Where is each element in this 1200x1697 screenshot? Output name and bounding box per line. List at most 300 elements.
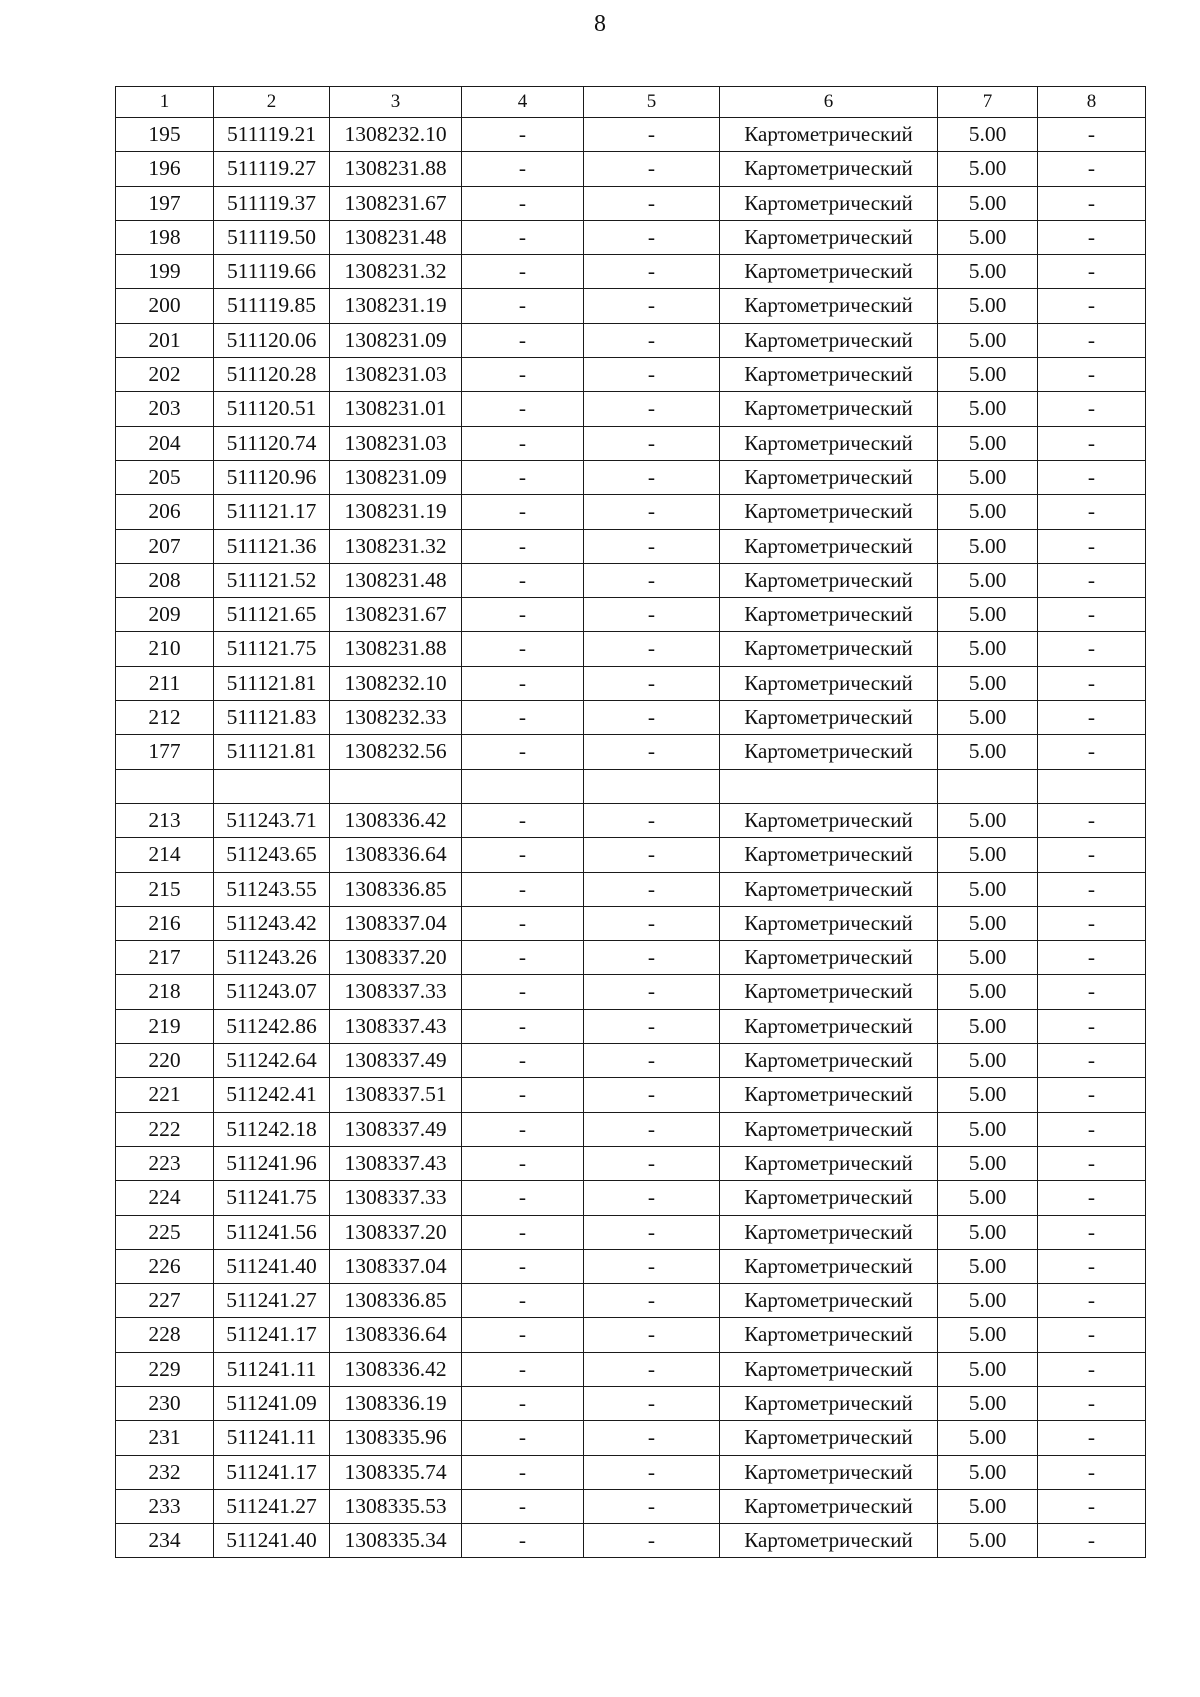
col5-cell: - [584,975,720,1009]
x-coordinate-cell: 511121.81 [214,735,330,769]
y-coordinate-cell: 1308337.43 [330,1009,462,1043]
method-cell: Картометрический [720,1421,938,1455]
method-cell: Картометрический [720,632,938,666]
col4-cell: - [462,426,584,460]
col4-cell: - [462,735,584,769]
col5-cell: - [584,1009,720,1043]
col5-cell: - [584,1044,720,1078]
col8-cell: - [1038,1421,1146,1455]
table-row [116,1112,1146,1146]
method-cell: Картометрический [720,941,938,975]
y-coordinate-cell: 1308231.03 [330,358,462,392]
x-coordinate-cell: 511243.71 [214,803,330,837]
method-cell: Картометрический [720,1078,938,1112]
x-coordinate-cell: 511120.96 [214,460,330,494]
y-coordinate-cell: 1308231.67 [330,598,462,632]
method-cell: Картометрический [720,426,938,460]
col4-cell: - [462,1455,584,1489]
col5-cell: - [584,426,720,460]
x-coordinate-cell: 511120.06 [214,323,330,357]
table-row [116,906,1146,940]
table-row [116,872,1146,906]
y-coordinate-cell: 1308337.04 [330,906,462,940]
accuracy-cell: 5.00 [938,1489,1038,1523]
col5-cell: - [584,1318,720,1352]
method-cell: Картометрический [720,838,938,872]
point-number-cell: 230 [116,1386,214,1420]
table-row [116,803,1146,837]
table-row [116,289,1146,323]
point-number-cell: 205 [116,460,214,494]
x-coordinate-cell: 511241.17 [214,1455,330,1489]
col8-cell: - [1038,1386,1146,1420]
method-cell: Картометрический [720,1386,938,1420]
method-cell: Картометрический [720,975,938,1009]
y-coordinate-cell: 1308231.67 [330,186,462,220]
y-coordinate-cell: 1308231.32 [330,255,462,289]
col5-cell: - [584,666,720,700]
accuracy-cell: 5.00 [938,495,1038,529]
y-coordinate-cell: 1308232.10 [330,666,462,700]
col4-cell: - [462,220,584,254]
y-coordinate-cell: 1308337.20 [330,1215,462,1249]
method-cell: Картометрический [720,529,938,563]
point-number-cell: 233 [116,1489,214,1523]
header-cell-7: 7 [938,87,1038,118]
point-number-cell: 210 [116,632,214,666]
point-number-cell: 203 [116,392,214,426]
accuracy-cell: 5.00 [938,220,1038,254]
x-coordinate-cell: 511119.21 [214,118,330,152]
y-coordinate-cell: 1308337.49 [330,1112,462,1146]
page-number: 8 [594,11,606,37]
y-coordinate-cell: 1308336.64 [330,838,462,872]
y-coordinate-cell: 1308335.34 [330,1524,462,1558]
table-row [116,426,1146,460]
x-coordinate-cell: 511120.51 [214,392,330,426]
col5-cell: - [584,1249,720,1283]
point-number-cell: 197 [116,186,214,220]
accuracy-cell: 5.00 [938,838,1038,872]
accuracy-cell: 5.00 [938,1352,1038,1386]
col4-cell: - [462,255,584,289]
x-coordinate-cell: 511243.65 [214,838,330,872]
point-number-cell: 204 [116,426,214,460]
point-number-cell: 219 [116,1009,214,1043]
col5-cell: - [584,1112,720,1146]
col4-cell: - [462,529,584,563]
col5-cell: - [584,872,720,906]
table-row [116,1215,1146,1249]
header-cell-6: 6 [720,87,938,118]
col8-cell: - [1038,1078,1146,1112]
method-cell: Картометрический [720,152,938,186]
col5-cell: - [584,1455,720,1489]
col8-cell: - [1038,666,1146,700]
point-number-cell: 215 [116,872,214,906]
method-cell: Картометрический [720,220,938,254]
col5-cell: - [584,803,720,837]
col8-cell: - [1038,392,1146,426]
method-cell: Картометрический [720,118,938,152]
col5-cell: - [584,118,720,152]
accuracy-cell: 5.00 [938,1009,1038,1043]
accuracy-cell: 5.00 [938,529,1038,563]
method-cell: Картометрический [720,1524,938,1558]
col5-cell: - [584,358,720,392]
table-row [116,838,1146,872]
col8-cell: - [1038,1009,1146,1043]
col8-cell: - [1038,1146,1146,1180]
header-cell-1: 1 [116,87,214,118]
point-number-cell: 225 [116,1215,214,1249]
method-cell: Картометрический [720,1215,938,1249]
x-coordinate-cell [214,769,330,803]
point-number-cell: 234 [116,1524,214,1558]
x-coordinate-cell: 511241.40 [214,1249,330,1283]
col4-cell: - [462,632,584,666]
col8-cell: - [1038,1318,1146,1352]
table-row [116,392,1146,426]
table-row [116,1249,1146,1283]
y-coordinate-cell: 1308336.42 [330,803,462,837]
y-coordinate-cell: 1308231.32 [330,529,462,563]
method-cell: Картометрический [720,358,938,392]
col8-cell: - [1038,495,1146,529]
method-cell: Картометрический [720,563,938,597]
accuracy-cell: 5.00 [938,426,1038,460]
y-coordinate-cell: 1308337.04 [330,1249,462,1283]
x-coordinate-cell: 511121.36 [214,529,330,563]
col4-cell: - [462,975,584,1009]
col4-cell: - [462,1524,584,1558]
table-row [116,460,1146,494]
x-coordinate-cell: 511241.11 [214,1421,330,1455]
col4-cell: - [462,323,584,357]
accuracy-cell: 5.00 [938,941,1038,975]
method-cell: Картометрический [720,1489,938,1523]
method-cell: Картометрический [720,289,938,323]
col4-cell: - [462,803,584,837]
col5-cell: - [584,220,720,254]
col5-cell: - [584,323,720,357]
point-number-cell: 199 [116,255,214,289]
point-number-cell: 207 [116,529,214,563]
col5-cell: - [584,1524,720,1558]
col4-cell: - [462,872,584,906]
accuracy-cell: 5.00 [938,118,1038,152]
coordinates-table [115,86,1146,1558]
accuracy-cell: 5.00 [938,1044,1038,1078]
point-number-cell: 196 [116,152,214,186]
col5-cell: - [584,838,720,872]
method-cell: Картометрический [720,666,938,700]
col4-cell: - [462,1284,584,1318]
accuracy-cell [938,769,1038,803]
accuracy-cell: 5.00 [938,906,1038,940]
point-number-cell: 218 [116,975,214,1009]
col4-cell: - [462,1249,584,1283]
col8-cell: - [1038,118,1146,152]
col5-cell: - [584,906,720,940]
y-coordinate-cell: 1308231.48 [330,220,462,254]
accuracy-cell: 5.00 [938,1284,1038,1318]
accuracy-cell: 5.00 [938,1146,1038,1180]
y-coordinate-cell: 1308231.88 [330,152,462,186]
method-cell: Картометрический [720,495,938,529]
method-cell: Картометрический [720,1112,938,1146]
point-number-cell: 211 [116,666,214,700]
accuracy-cell: 5.00 [938,460,1038,494]
col8-cell: - [1038,1489,1146,1523]
col5-cell: - [584,460,720,494]
y-coordinate-cell: 1308337.51 [330,1078,462,1112]
x-coordinate-cell: 511243.07 [214,975,330,1009]
x-coordinate-cell: 511241.11 [214,1352,330,1386]
header-cell-8: 8 [1038,87,1146,118]
col8-cell: - [1038,803,1146,837]
table-row [116,358,1146,392]
method-cell: Картометрический [720,1146,938,1180]
x-coordinate-cell: 511119.27 [214,152,330,186]
col4-cell: - [462,701,584,735]
method-cell: Картометрический [720,392,938,426]
col4-cell: - [462,1215,584,1249]
x-coordinate-cell: 511243.42 [214,906,330,940]
col8-cell: - [1038,701,1146,735]
point-number-cell: 200 [116,289,214,323]
accuracy-cell: 5.00 [938,632,1038,666]
y-coordinate-cell: 1308336.85 [330,872,462,906]
col4-cell: - [462,1009,584,1043]
y-coordinate-cell: 1308231.09 [330,460,462,494]
accuracy-cell: 5.00 [938,255,1038,289]
col5-cell: - [584,1386,720,1420]
method-cell: Картометрический [720,323,938,357]
x-coordinate-cell: 511120.74 [214,426,330,460]
method-cell: Картометрический [720,186,938,220]
col8-cell: - [1038,1249,1146,1283]
method-cell: Картометрический [720,735,938,769]
table-row [116,220,1146,254]
point-number-cell: 217 [116,941,214,975]
col4-cell: - [462,598,584,632]
y-coordinate-cell: 1308335.53 [330,1489,462,1523]
y-coordinate-cell: 1308232.10 [330,118,462,152]
table-row [116,152,1146,186]
x-coordinate-cell: 511241.17 [214,1318,330,1352]
x-coordinate-cell: 511242.86 [214,1009,330,1043]
accuracy-cell: 5.00 [938,735,1038,769]
col8-cell: - [1038,255,1146,289]
x-coordinate-cell: 511121.81 [214,666,330,700]
header-cell-4: 4 [462,87,584,118]
point-number-cell: 228 [116,1318,214,1352]
accuracy-cell: 5.00 [938,1112,1038,1146]
table-header-row [116,87,1146,118]
accuracy-cell: 5.00 [938,803,1038,837]
header-cell-2: 2 [214,87,330,118]
y-coordinate-cell: 1308337.33 [330,975,462,1009]
table-row [116,632,1146,666]
accuracy-cell: 5.00 [938,1215,1038,1249]
x-coordinate-cell: 511243.26 [214,941,330,975]
point-number-cell: 209 [116,598,214,632]
col8-cell: - [1038,152,1146,186]
col8-cell: - [1038,1352,1146,1386]
col4-cell: - [462,152,584,186]
col8-cell: - [1038,872,1146,906]
col4-cell: - [462,186,584,220]
col4-cell: - [462,1489,584,1523]
table-row [116,1146,1146,1180]
y-coordinate-cell: 1308336.42 [330,1352,462,1386]
point-number-cell: 232 [116,1455,214,1489]
col8-cell: - [1038,1215,1146,1249]
table-row [116,1386,1146,1420]
point-number-cell: 216 [116,906,214,940]
col4-cell: - [462,1421,584,1455]
col8-cell: - [1038,358,1146,392]
col5-cell: - [584,186,720,220]
col4-cell [462,769,584,803]
accuracy-cell: 5.00 [938,872,1038,906]
point-number-cell: 224 [116,1181,214,1215]
x-coordinate-cell: 511119.66 [214,255,330,289]
col4-cell: - [462,1352,584,1386]
x-coordinate-cell: 511241.27 [214,1489,330,1523]
point-number-cell: 222 [116,1112,214,1146]
method-cell: Картометрический [720,598,938,632]
point-number-cell: 229 [116,1352,214,1386]
method-cell: Картометрический [720,803,938,837]
col8-cell: - [1038,906,1146,940]
method-cell: Картометрический [720,460,938,494]
col5-cell: - [584,1181,720,1215]
x-coordinate-cell: 511119.50 [214,220,330,254]
table-row [116,598,1146,632]
point-number-cell: 227 [116,1284,214,1318]
col8-cell: - [1038,838,1146,872]
accuracy-cell: 5.00 [938,289,1038,323]
y-coordinate-cell: 1308232.33 [330,701,462,735]
x-coordinate-cell: 511241.09 [214,1386,330,1420]
table-row [116,1352,1146,1386]
col5-cell: - [584,1421,720,1455]
x-coordinate-cell: 511241.40 [214,1524,330,1558]
accuracy-cell: 5.00 [938,1421,1038,1455]
method-cell [720,769,938,803]
col5-cell: - [584,1489,720,1523]
table-row [116,1044,1146,1078]
y-coordinate-cell: 1308231.09 [330,323,462,357]
col4-cell: - [462,906,584,940]
y-coordinate-cell: 1308231.88 [330,632,462,666]
accuracy-cell: 5.00 [938,1318,1038,1352]
col5-cell: - [584,1146,720,1180]
x-coordinate-cell: 511241.56 [214,1215,330,1249]
accuracy-cell: 5.00 [938,152,1038,186]
point-number-cell: 198 [116,220,214,254]
y-coordinate-cell: 1308231.19 [330,289,462,323]
point-number-cell: 177 [116,735,214,769]
table-row [116,563,1146,597]
accuracy-cell: 5.00 [938,323,1038,357]
col5-cell: - [584,392,720,426]
col8-cell: - [1038,220,1146,254]
method-cell: Картометрический [720,1249,938,1283]
table-row [116,701,1146,735]
accuracy-cell: 5.00 [938,563,1038,597]
x-coordinate-cell: 511242.41 [214,1078,330,1112]
point-number-cell: 220 [116,1044,214,1078]
table-row [116,1489,1146,1523]
x-coordinate-cell: 511121.52 [214,563,330,597]
method-cell: Картометрический [720,1455,938,1489]
table-row [116,666,1146,700]
col8-cell: - [1038,529,1146,563]
col4-cell: - [462,118,584,152]
method-cell: Картометрический [720,1352,938,1386]
method-cell: Картометрический [720,1044,938,1078]
x-coordinate-cell: 511241.96 [214,1146,330,1180]
col5-cell: - [584,1284,720,1318]
table-row [116,1455,1146,1489]
method-cell: Картометрический [720,255,938,289]
col8-cell: - [1038,1112,1146,1146]
col4-cell: - [462,1078,584,1112]
y-coordinate-cell: 1308337.43 [330,1146,462,1180]
y-coordinate-cell: 1308336.85 [330,1284,462,1318]
col8-cell: - [1038,941,1146,975]
col5-cell: - [584,495,720,529]
col8-cell: - [1038,598,1146,632]
point-number-cell: 201 [116,323,214,357]
point-number-cell: 231 [116,1421,214,1455]
col4-cell: - [462,1112,584,1146]
y-coordinate-cell: 1308231.03 [330,426,462,460]
x-coordinate-cell: 511119.85 [214,289,330,323]
table-row [116,1078,1146,1112]
col4-cell: - [462,1181,584,1215]
y-coordinate-cell: 1308231.19 [330,495,462,529]
x-coordinate-cell: 511242.18 [214,1112,330,1146]
col5-cell: - [584,563,720,597]
x-coordinate-cell: 511241.27 [214,1284,330,1318]
table-row [116,186,1146,220]
x-coordinate-cell: 511242.64 [214,1044,330,1078]
col4-cell: - [462,392,584,426]
x-coordinate-cell: 511121.83 [214,701,330,735]
col8-cell [1038,769,1146,803]
accuracy-cell: 5.00 [938,598,1038,632]
col8-cell: - [1038,323,1146,357]
accuracy-cell: 5.00 [938,666,1038,700]
y-coordinate-cell: 1308337.49 [330,1044,462,1078]
point-number-cell: 223 [116,1146,214,1180]
col8-cell: - [1038,289,1146,323]
col5-cell: - [584,1078,720,1112]
y-coordinate-cell: 1308335.96 [330,1421,462,1455]
point-number-cell: 206 [116,495,214,529]
x-coordinate-cell: 511121.65 [214,598,330,632]
point-number-cell: 226 [116,1249,214,1283]
method-cell: Картометрический [720,906,938,940]
x-coordinate-cell: 511121.75 [214,632,330,666]
table-row [116,1421,1146,1455]
point-number-cell: 208 [116,563,214,597]
col4-cell: - [462,1318,584,1352]
